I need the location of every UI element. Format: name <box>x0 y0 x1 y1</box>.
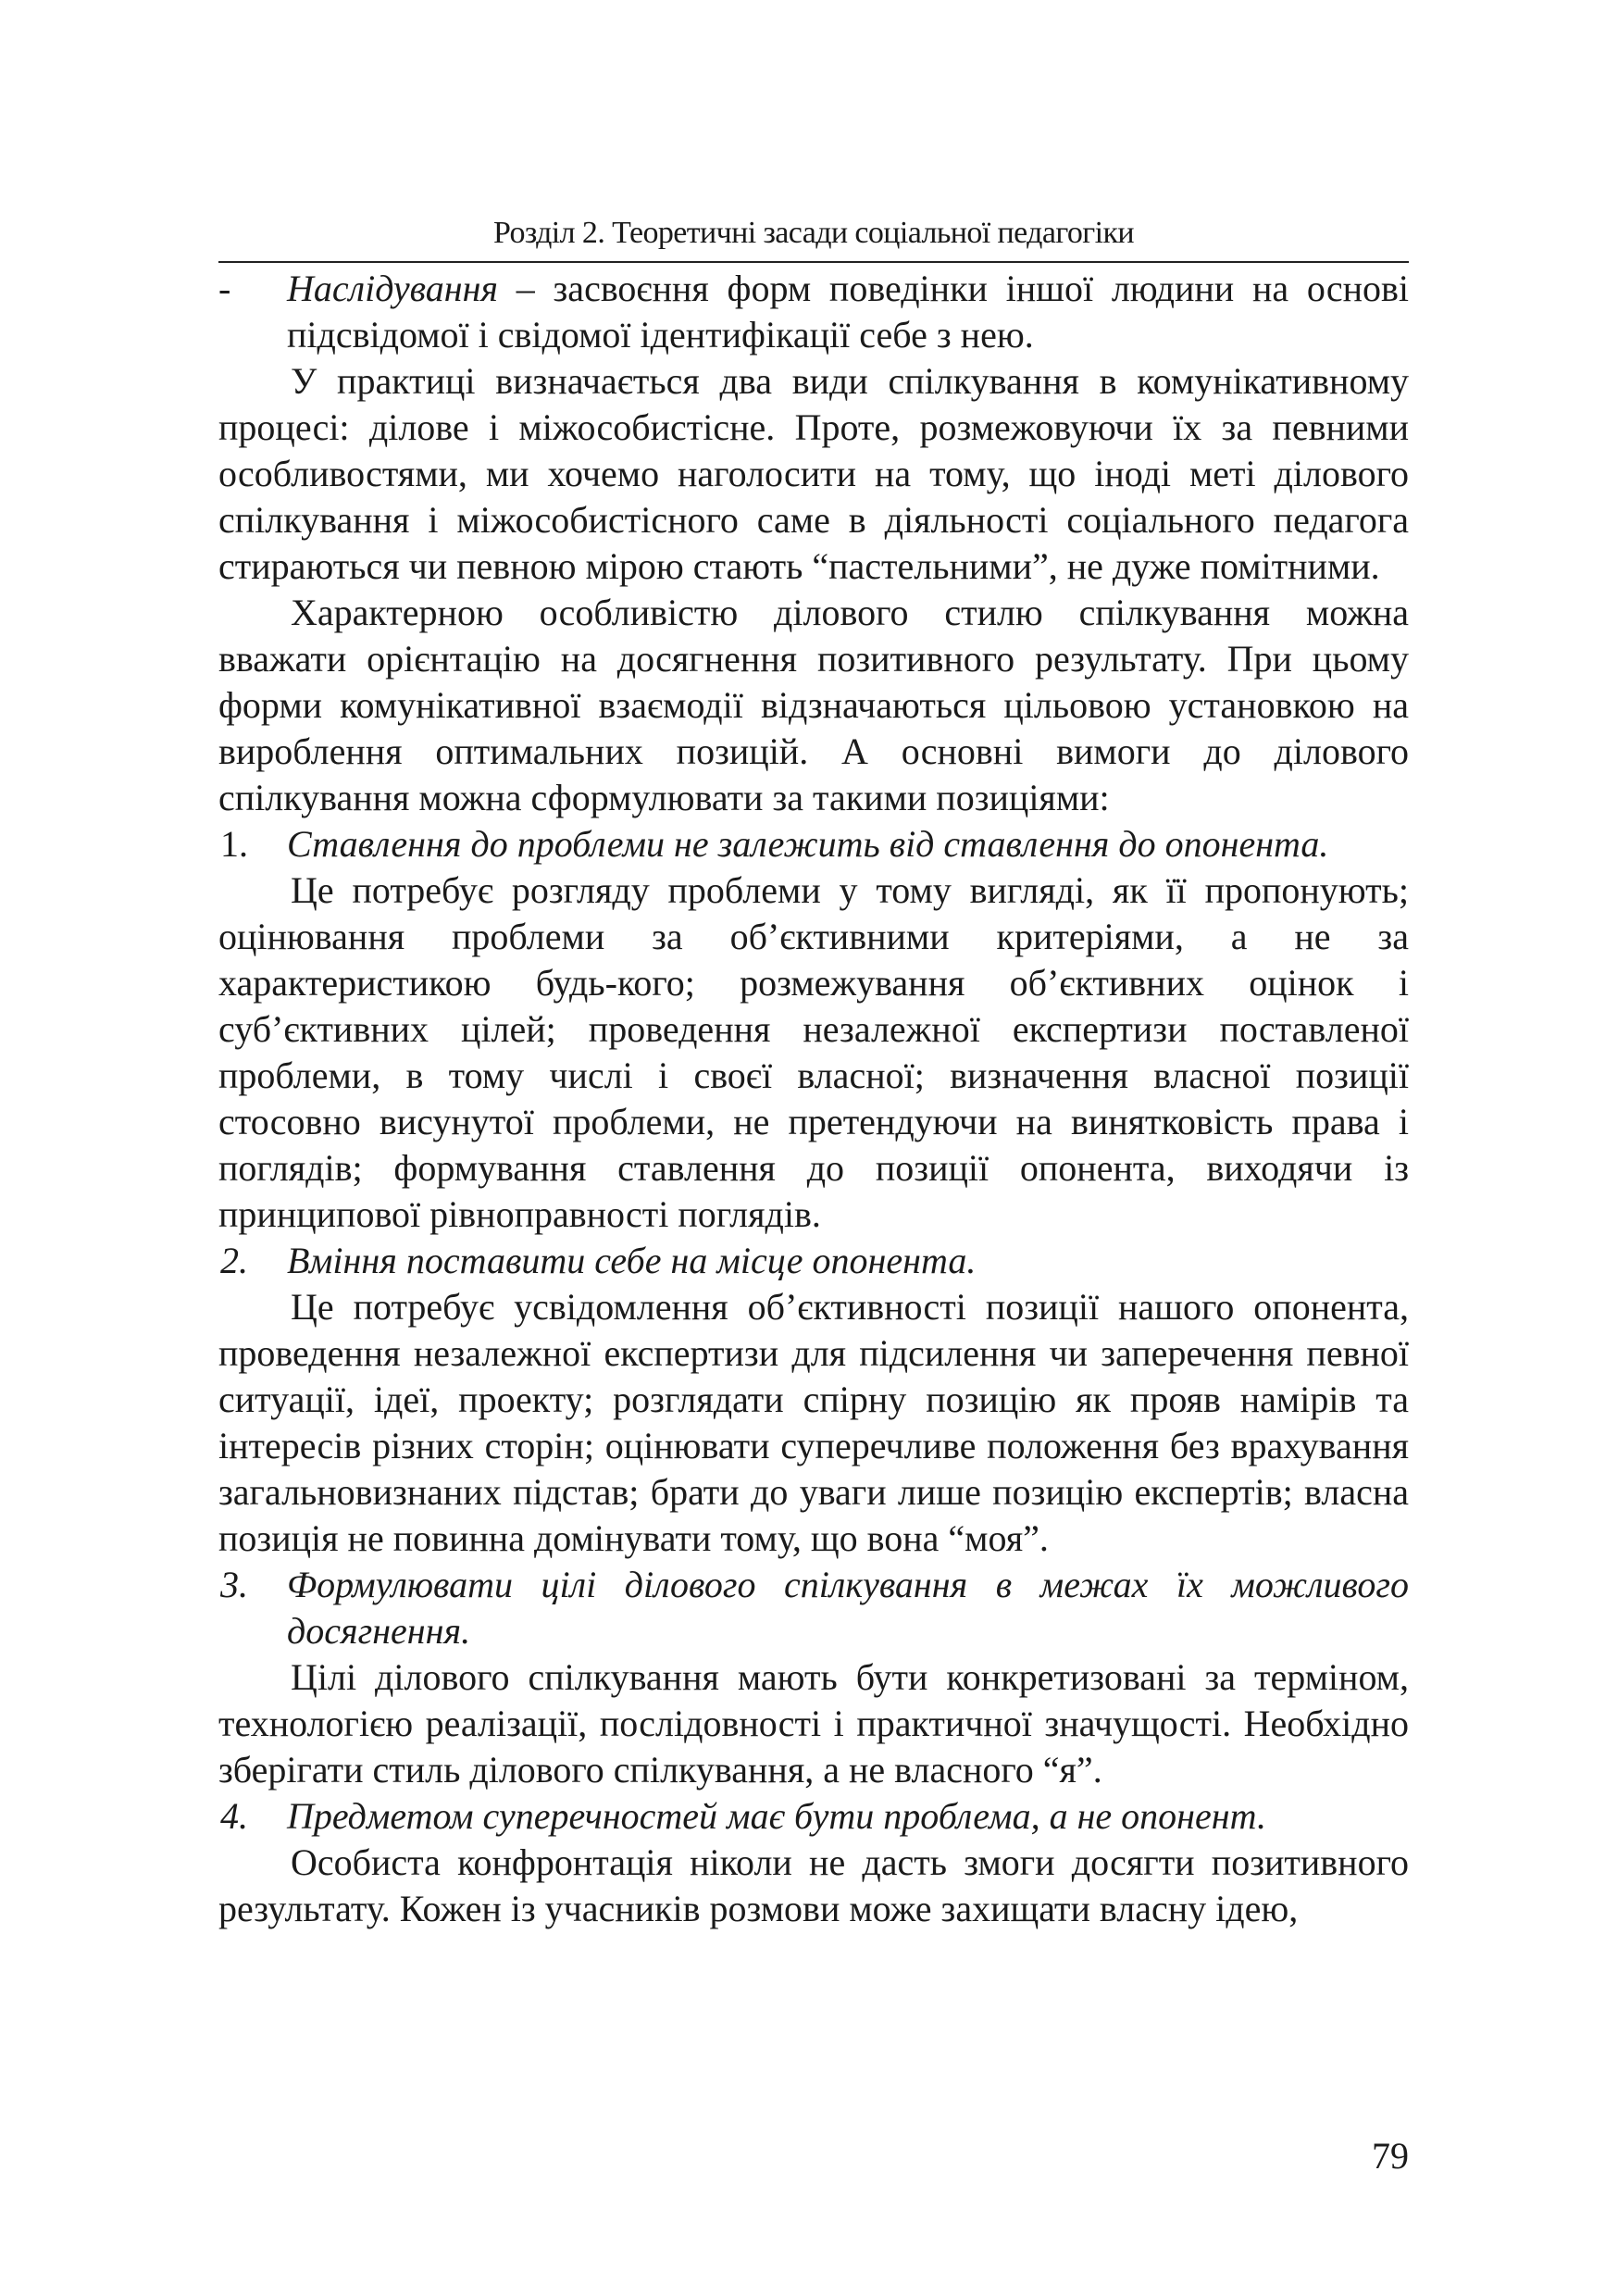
rule-1-explanation: Це потребує розгляду проблеми у тому вигляді, як її пропонують; оцінювання проблеми за об’єктивними критеріями, а не за характеристикою будь-кого; розмежування об’єктивних оцінок і суб’єктивних цілей; проведення незалежної експертизи поставленої проблеми, в тому числі і своєї власної; визначення власної позиції стосовно висунутої проблеми, не претендуючи на винятковість права і поглядів; формування ставлення до позиції опонента, виходячи із принципової рівноправності поглядів. <box>218 869 1409 1235</box>
paragraph-communication-types: У практиці визначається два види спілкування в комунікативному процесі: ділове і міжособистісне. Проте, розмежовуючи їх за певними особливостями, ми хочемо наголосити на тому, що іноді меті ділового спілкування і міжособистісного саме в діяльності соціального педагога стираються чи певною мірою стають “пастельними”, не дуже помітними. <box>218 360 1409 587</box>
rule-1-title-text: Ставлення до проблеми не залежить від ставлення до опонента. <box>287 823 1329 865</box>
running-header: Розділ 2. Теоретичні засади соціальної педагогіки <box>493 216 1134 250</box>
rule-1-title <box>218 821 1409 867</box>
rule-4-title-text: Предметом суперечностей має бути проблема, а не опонент. <box>287 1795 1266 1837</box>
rule-2-title <box>218 1238 1409 1284</box>
imitation-definition <box>218 266 1409 358</box>
list-dash: - <box>218 268 231 309</box>
rule-2-number: 2. <box>220 1240 248 1281</box>
paragraph-business-style: Характерною особливістю ділового стилю спілкування можна вважати орієнтацію на досягнення позитивного результату. При цьому форми комунікативної взаємодії відзначаються цільовою установкою на вироблення оптимальних позицій. А основні вимоги до ділового спілкування можна сформулювати за такими позиціями: <box>218 592 1409 818</box>
imitation-text: – засвоєння форм поведінки іншої людини на основі підсвідомої і свідомої ідентифікації себе з нею. <box>287 268 1409 356</box>
rule-3-title <box>218 1562 1409 1654</box>
body-text <box>218 266 1409 1932</box>
rule-4-explanation: Особиста конфронтація ніколи не дасть змоги досягти позитивного результату. Кожен із учасників розмови може захищати власну ідею, <box>218 1841 1409 1929</box>
rule-3-explanation: Цілі ділового спілкування мають бути конкретизовані за терміном, технологією реалізації, послідовності і практичної значущості. Необхідно зберігати стиль ділового спілкування, а не власного “я”. <box>218 1656 1409 1791</box>
header-rule <box>218 261 1409 263</box>
rule-2-explanation: Це потребує усвідомлення об’єктивності позиції нашого опонента, проведення незалежної експертизи для підсилення чи заперечення певної ситуації, ідеї, проекту; розглядати спірну позицію як прояв намірів та інтересів різних сторін; оцінювати суперечливе положення без врахування загальновизнаних підстав; брати до уваги лише позицію експертів; власна позиція не повинна домінувати тому, що вона “моя”. <box>218 1286 1409 1559</box>
rule-1-number: 1. <box>220 823 248 865</box>
rule-3-title-text: Формулювати цілі ділового спілкування в межах їх можливого досягнення. <box>287 1564 1409 1652</box>
rule-4-title <box>218 1793 1409 1840</box>
rule-3-number: 3. <box>220 1564 248 1605</box>
rule-4-number: 4. <box>220 1795 248 1837</box>
page-number: 79 <box>1372 2135 1409 2177</box>
rule-2-title-text: Вміння поставити себе на місце опонента. <box>287 1240 977 1281</box>
term-imitation: Наслідування <box>287 268 499 309</box>
